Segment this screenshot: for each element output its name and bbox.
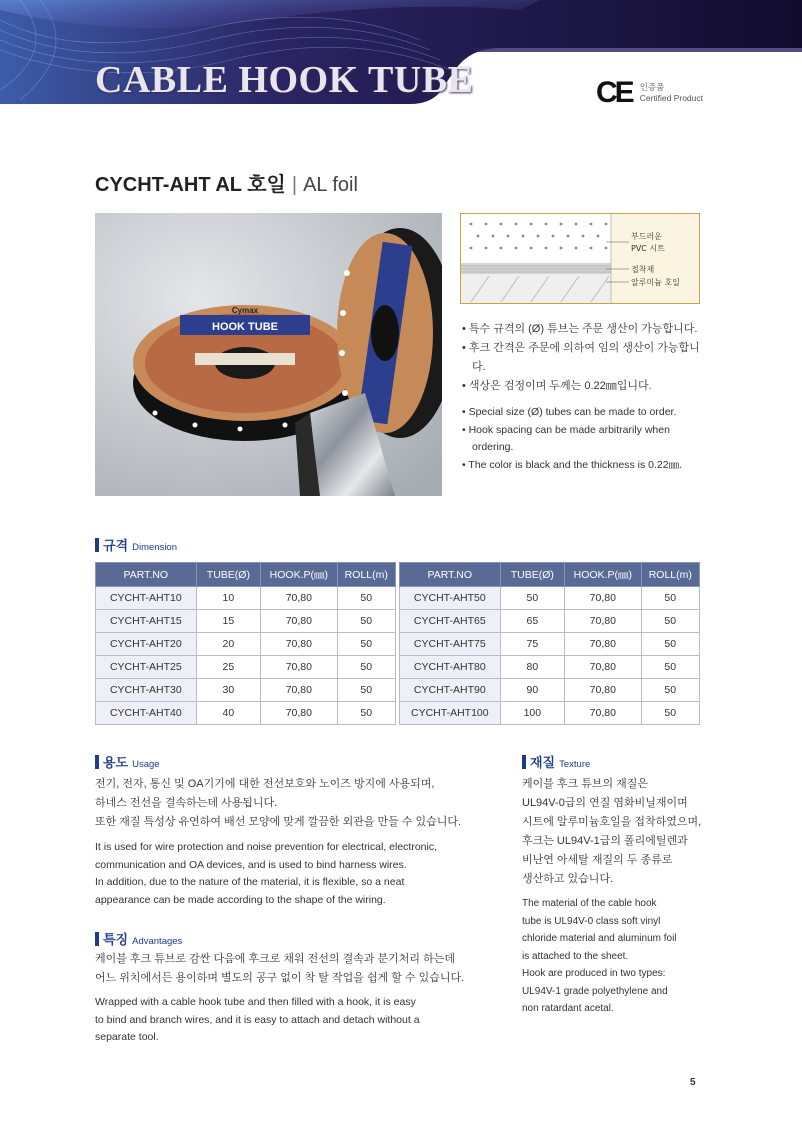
table-cell: 50 [337,633,395,656]
texture-kr-line: 케이블 후크 튜브의 재질은 [522,778,649,790]
col-header: ROLL(m) [641,563,699,587]
texture-heading-en: Texture [559,759,591,770]
texture-en-line: is attached to the sheet. [522,950,629,962]
product-photo-graphic [95,213,442,496]
usage-kr-line: 전기, 전자, 통신 및 OA기기에 대한 전선보호와 노이즈 방지에 사용되며, [95,778,435,790]
table-cell: 50 [337,610,395,633]
texture-section [522,775,702,1018]
table-cell: CYCHT-AHT80 [399,656,500,679]
usage-kr-line: 또한 재질 특성상 유연하여 배선 모양에 맞게 깔끔한 외관을 만들 수 있습니다. [95,816,462,828]
table-cell: 70,80 [261,702,338,725]
texture-kr-line: UL94V-0급의 연질 염화비닐재이며 [522,797,688,809]
table-cell: 75 [500,633,564,656]
texture-heading [522,752,590,771]
table-cell: 70,80 [565,656,642,679]
texture-en-line: chloride material and aluminum foil [522,933,677,944]
page-number: 5 [690,1077,696,1088]
table-cell: 10 [196,587,260,610]
layer-label-pvc: 부드러운 [631,232,662,241]
table-cell: 50 [641,702,699,725]
layer-diagram-graphic [461,214,699,303]
usage-heading [95,752,160,771]
table-cell: 70,80 [565,610,642,633]
table-cell: 90 [500,679,564,702]
heading-bar [95,538,99,552]
texture-en-line: The material of the cable hook [522,898,657,909]
table-cell: 70,80 [565,679,642,702]
table-cell: 70,80 [261,610,338,633]
bullet-en-3: • The color is black and the thickness is 0.22㎜. [462,458,683,471]
col-header: HOOK.P(㎜) [261,563,338,587]
heading-bar [95,755,99,769]
product-title-en: AL foil [303,174,358,196]
page-title: CABLE HOOK TUBE [95,59,474,101]
table-cell: 30 [196,679,260,702]
texture-kr-line: 비난연 아세탈 재질의 두 종류로 [522,854,673,866]
texture-en [522,895,702,1018]
texture-heading-kr: 재질 [530,755,556,770]
table-row [96,633,700,656]
product-photo [95,213,442,496]
col-header: PART.NO [399,563,500,587]
bullet-kr-3: • 색상은 검정이며 두께는 0.22㎜입니다. [462,380,652,392]
texture-kr-line: 후크는 UL94V-1급의 폴리에틸렌과 [522,835,688,847]
feature-bullets [462,320,712,474]
table-cell: 50 [337,679,395,702]
usage-heading-kr: 용도 [103,755,129,770]
table-cell: CYCHT-AHT20 [96,633,197,656]
table-cell: 50 [641,633,699,656]
table-cell: 50 [641,656,699,679]
table-cell: CYCHT-AHT50 [399,587,500,610]
table-cell: 50 [337,656,395,679]
table-cell: 50 [641,587,699,610]
table-cell: 50 [337,702,395,725]
texture-kr-line: 생산하고 있습니다. [522,873,614,885]
bullet-en-2: • Hook spacing can be made arbitrarily when ordering. [462,423,670,453]
advantages-heading [95,929,182,948]
layer-diagram [460,213,700,304]
advantages-kr-line: 케이블 후크 튜브로 감싼 다음에 후크로 채워 전선의 결속과 분기처리 하는데 [95,953,455,965]
col-header: TUBE(Ø) [196,563,260,587]
table-cell: 70,80 [261,633,338,656]
cert-label [640,82,703,104]
advantages-section [95,950,480,1047]
usage-en-line: communication and OA devices, and is used to bind harness wires. [95,858,407,871]
table-cell: 70,80 [565,702,642,725]
table-cell: CYCHT-AHT40 [96,702,197,725]
layer-label-foil: 알루미늄 호일 [631,278,680,287]
dimension-table [95,562,700,725]
usage-en-line: In addition, due to the nature of the material, it is flexible, so a neat [95,876,405,888]
usage-heading-en: Usage [132,759,160,770]
usage-en-line: It is used for wire protection and noise prevention for electrical, electronic, [95,841,438,853]
cert-label-en: Certified Product [639,93,703,103]
table-cell: 15 [196,610,260,633]
bullet-kr-2: • 후크 간격은 주문에 의하여 임의 생산이 가능합니다. [462,342,700,373]
usage-en [95,839,475,909]
bullets-kr [462,320,712,396]
advantages-en-line: separate tool. [95,1031,159,1043]
table-cell: 50 [500,587,564,610]
table-cell: 40 [196,702,260,725]
usage-kr-line: 하네스 전선을 결속하는데 사용됩니다. [95,797,278,809]
table-cell: 25 [196,656,260,679]
table-row [96,679,700,702]
usage-en-line: appearance can be made according to the shape of the wiring. [95,893,386,906]
usage-kr [95,775,475,832]
certification-badge [596,78,703,108]
cert-label-kr: 인증품 [639,82,665,92]
product-title [95,168,358,197]
usage-section [95,775,475,909]
table-cell: CYCHT-AHT25 [96,656,197,679]
advantages-en-line: Wrapped with a cable hook tube and then filled with a hook, it is easy [95,996,416,1008]
heading-bar [95,932,99,946]
table-cell: 70,80 [565,633,642,656]
table-row [96,656,700,679]
table-cell: 50 [337,587,395,610]
table-cell: 20 [196,633,260,656]
advantages-heading-kr: 특징 [103,932,129,947]
table-cell: CYCHT-AHT75 [399,633,500,656]
table-cell: 65 [500,610,564,633]
table-cell: CYCHT-AHT90 [399,679,500,702]
table-row [96,702,700,725]
table-cell: 70,80 [565,587,642,610]
bullet-kr-1: • 특수 규격의 (Ø) 튜브는 주문 생산이 가능합니다. [462,323,698,335]
table-cell: CYCHT-AHT15 [96,610,197,633]
dimension-heading [95,535,177,554]
table-cell: CYCHT-AHT10 [96,587,197,610]
layer-label-pvc-2: PVC 시트 [631,244,665,253]
table-row [96,610,700,633]
table-cell: CYCHT-AHT100 [399,702,500,725]
table-cell: 70,80 [261,679,338,702]
dimension-heading-en: Dimension [132,542,178,553]
advantages-en-line: to bind and branch wires, and it is easy to attach and detach without a [95,1013,420,1026]
table-row [96,587,700,610]
col-header: ROLL(m) [337,563,395,587]
advantages-heading-en: Advantages [132,936,183,947]
texture-en-line: Hook are produced in two types: [522,968,666,979]
table-cell: 50 [641,610,699,633]
bullets-en [462,404,712,474]
col-header: PART.NO [96,563,197,587]
texture-kr [522,775,702,889]
col-header: HOOK.P(㎜) [565,563,642,587]
table-body [96,587,700,725]
advantages-kr [95,950,480,988]
dimension-heading-kr: 규격 [103,538,129,553]
ce-mark-icon: CE [596,76,632,109]
advantages-en [95,994,480,1047]
col-header: TUBE(Ø) [500,563,564,587]
advantages-kr-line: 어느 위치에서든 용이하며 별도의 공구 없이 착 탈 작업을 쉽게 할 수 있습니다. [95,972,465,984]
table-cell: 70,80 [261,656,338,679]
texture-kr-line: 시트에 알루미늄호일을 접착하였으며, [522,816,702,828]
spool-label: HOOK TUBE [212,321,278,333]
table-cell: CYCHT-AHT65 [399,610,500,633]
texture-en-line: non ratardant acetal. [522,1003,614,1014]
layer-label-adhesive: 접착제 [631,265,655,274]
table-cell: 80 [500,656,564,679]
bullet-en-1: • Special size (Ø) tubes can be made to order. [462,406,677,418]
table-cell: 70,80 [261,587,338,610]
texture-en-line: tube is UL94V-0 class soft vinyl [522,915,661,927]
table-cell: CYCHT-AHT30 [96,679,197,702]
texture-en-line: UL94V-1 grade polyethylene and [522,985,668,997]
heading-bar [522,755,526,769]
table-cell: 100 [500,702,564,725]
spool-brand: Cymax [231,306,259,315]
title-separator: | [291,174,298,196]
table-cell: 50 [641,679,699,702]
product-title-kr: CYCHT-AHT AL 호일 [95,174,286,196]
table-header-row [96,563,700,587]
